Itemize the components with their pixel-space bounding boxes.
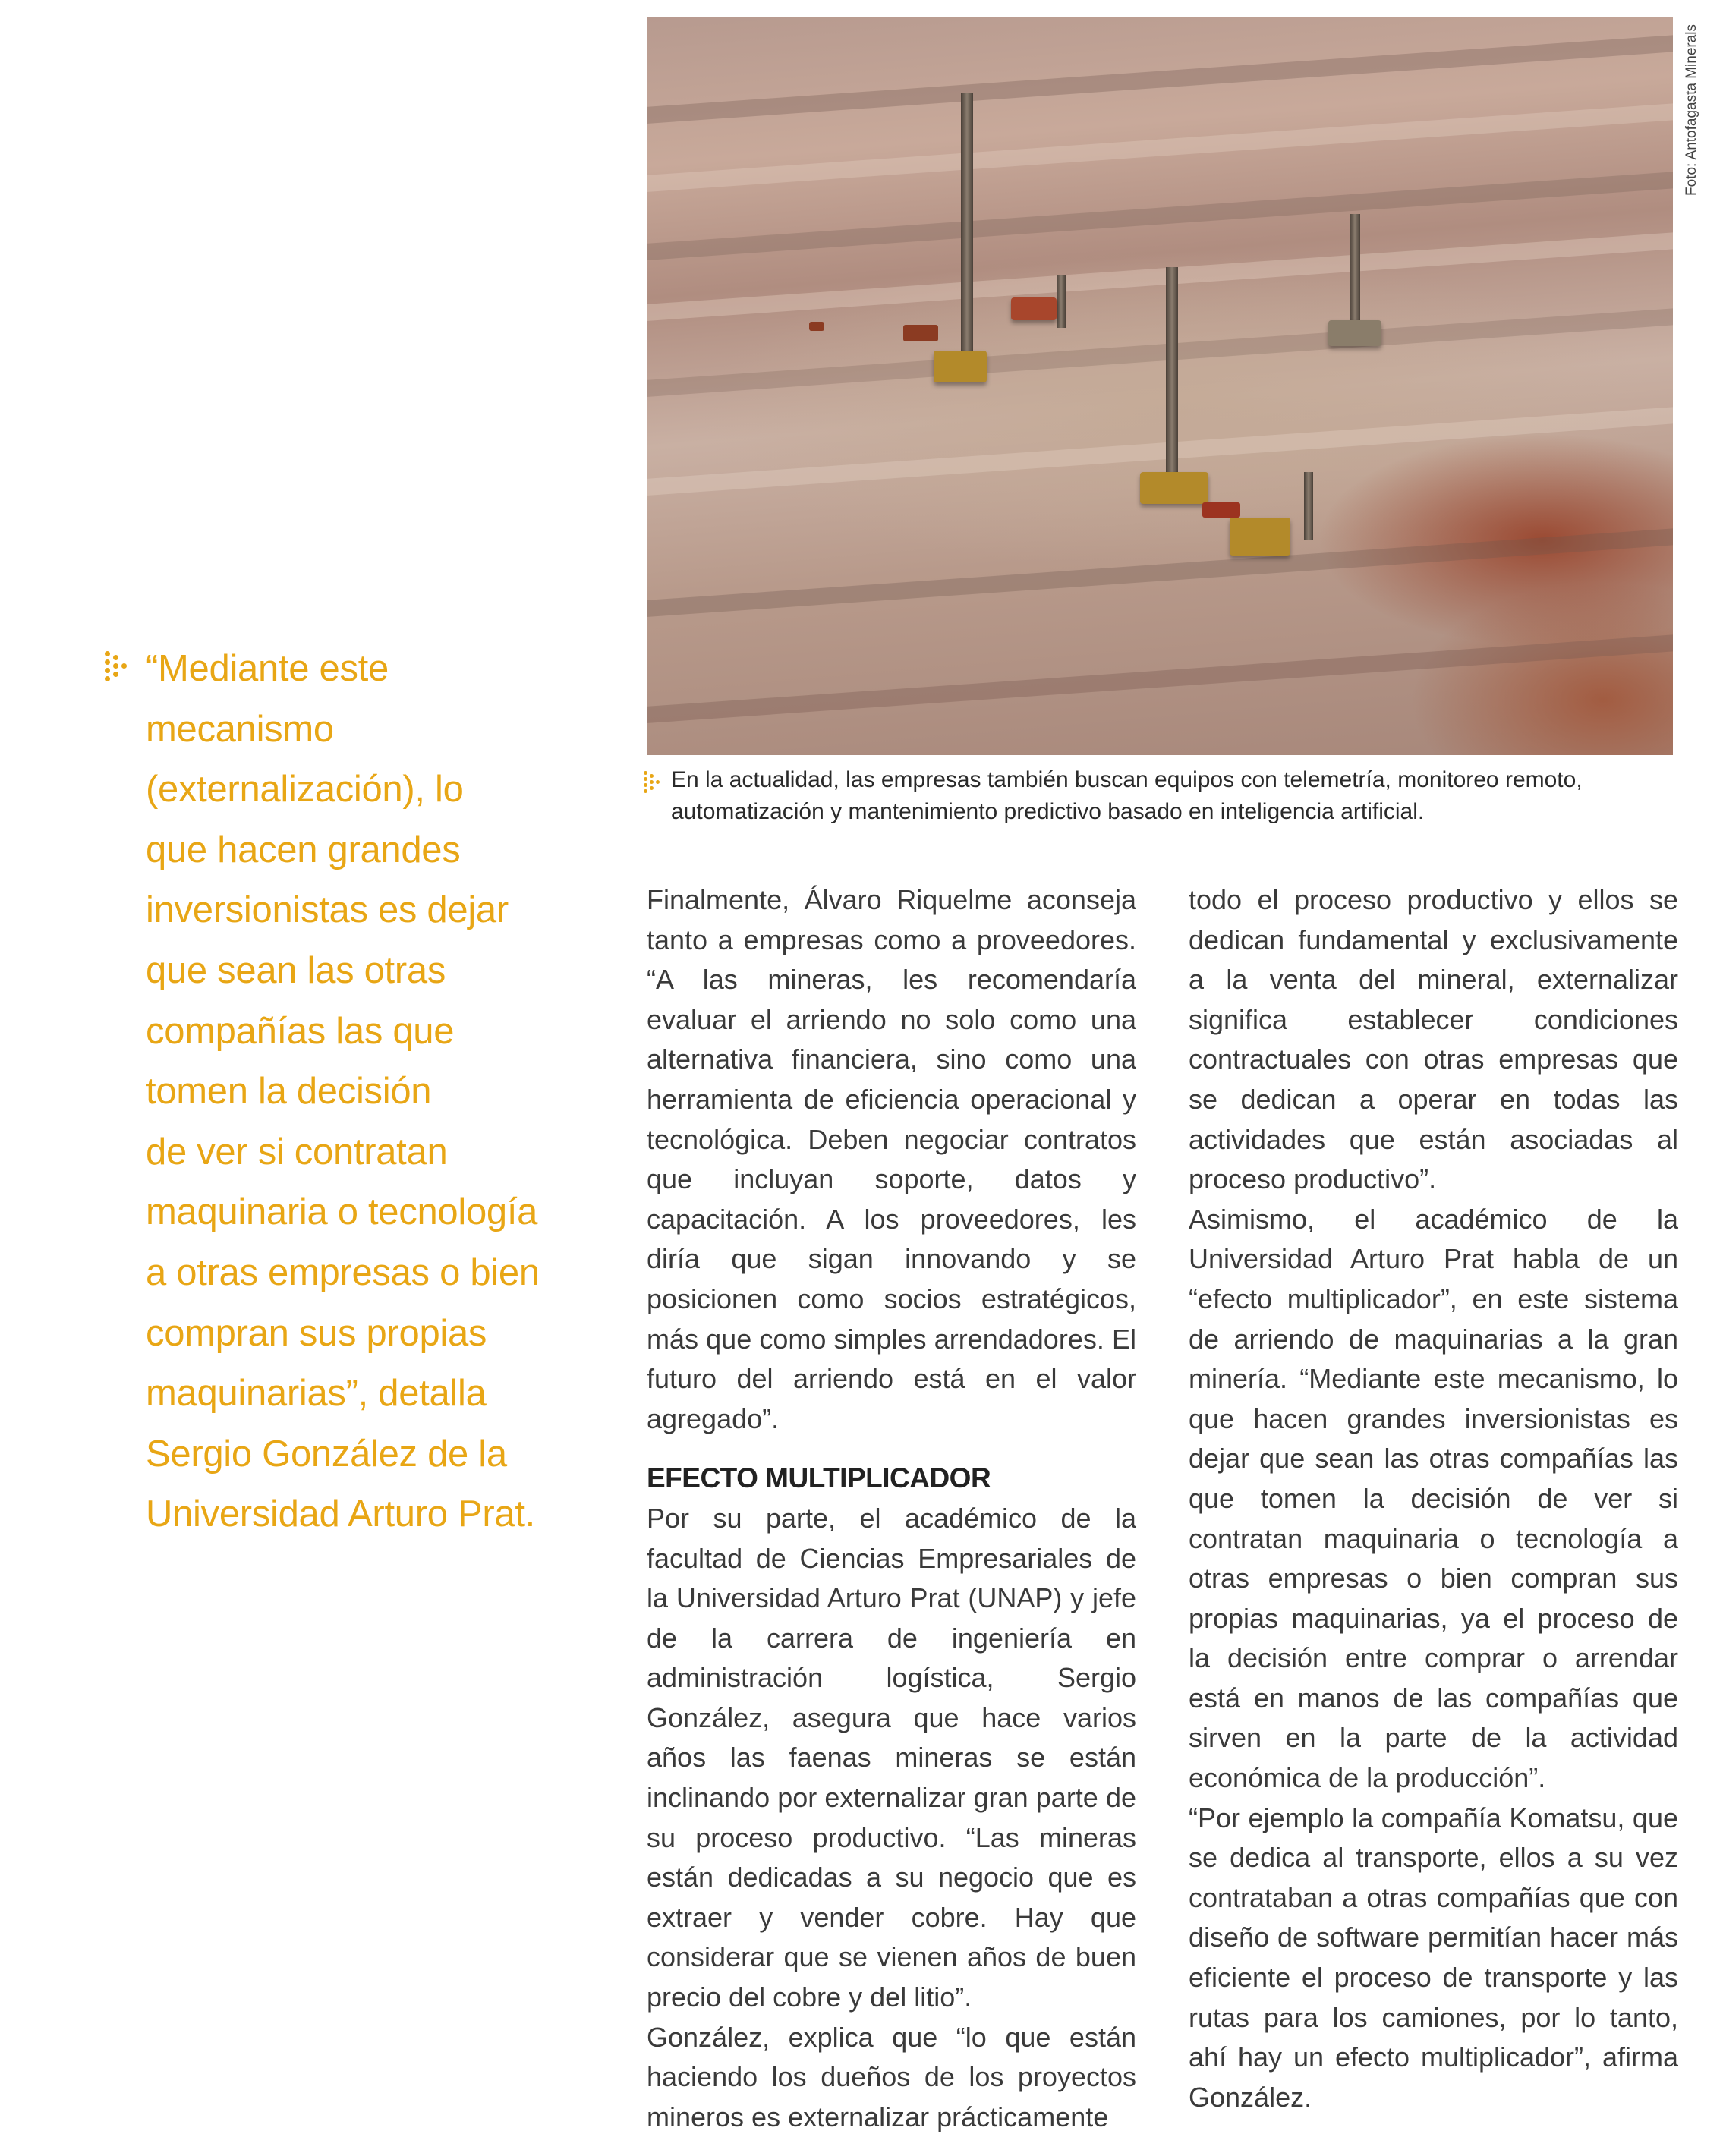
pull-quote-line: “Mediante este (146, 648, 389, 689)
article-column-right (1189, 880, 1678, 2117)
caption-line-2: automatización y mantenimiento predictivo basado en inteligencia artificial. (671, 799, 1425, 824)
article-paragraph: Finalmente, Álvaro Riquelme aconseja tanto a empresas como a proveedores. “A las mineras, les recomendaría evaluar el arriendo no solo como una alternativa financiera, sino como una herramienta de eficiencia operacional y tecnológica. Deben negociar contratos que incluyan soporte, datos y capacitación. A los proveedores, les diría que sigan innovando y se posicionen como socios estratégicos, más que como simples arrendadores. El futuro del arriendo está en el valor agregado”. (647, 884, 1136, 1434)
pull-quote (146, 639, 594, 1545)
photo-caption (671, 764, 1680, 828)
pull-quote-line: que hacen grandes (146, 829, 461, 870)
caption-line-1: En la actualidad, las empresas también buscan equipos con telemetría, monitoreo remoto, (671, 767, 1583, 792)
pull-quote-line: Universidad Arturo Prat. (146, 1493, 535, 1535)
article-column-left (647, 880, 1136, 2137)
pull-quote-line: compañías las que (146, 1010, 455, 1052)
article-paragraph: todo el proceso productivo y ellos se dedican fundamental y exclusivamente a la venta del mineral, externalizar significa establecer condiciones contractuales con otras empresas que se dedican a operar en todas las actividades que están asociadas al proceso productivo”. (1189, 884, 1678, 1195)
photo-credit (1672, 15, 1712, 205)
dot-grid-bullet-icon (644, 771, 666, 801)
pull-quote-line: Sergio González de la (146, 1433, 507, 1475)
pull-quote-line: a otras empresas o bien (146, 1251, 540, 1293)
pull-quote-line: mecanismo (146, 708, 334, 750)
pull-quote-line: inversionistas es dejar (146, 889, 509, 931)
photo-credit-text: Foto: Antofagasta Minerals (1684, 24, 1699, 197)
mine-photo (647, 17, 1673, 755)
pull-quote-line: de ver si contratan (146, 1131, 448, 1172)
pull-quote-line: (externalización), lo (146, 769, 464, 810)
pull-quote-line: tomen la decisión (146, 1071, 432, 1113)
article-paragraph: Asimismo, el académico de la Universidad Arturo Prat habla de un “efecto multiplicador”, en este sistema de arriendo de maquinarias a la gran minería. “Mediante este mecanismo, lo que hacen grandes inversionistas es dejar que sean las otras compañías las que tomen la decisión de ver si contratan maquinaria o tecnología a otras empresas o bien compran sus propias maquinarias, ya el proceso de la decisión entre comprar o arrendar está en manos de las compañías que sirven en la parte de la actividad económica de la producción”. (1189, 1203, 1678, 1794)
article-paragraph: Por su parte, el académico de la facultad de Ciencias Empresariales de la Universidad Arturo Prat (UNAP) y jefe de la carrera de ingeniería en administración logística, Sergio González, asegura que hace varios años las faenas mineras se están inclinando por externalizar gran parte de su proceso productivo. “Las mineras están dedicadas a su negocio que es extraer y vender cobre. Hay que considerar que se vienen años de buen precio del cobre y del litio”. (647, 1502, 1136, 2013)
pull-quote-line: maquinaria o tecnología (146, 1191, 538, 1233)
article-paragraph: “Por ejemplo la compañía Komatsu, que se dedica al transporte, ellos a su vez contrataban a otras compañías que con diseño de software permitían hacer más eficiente el proceso de transporte y las rutas para los camiones, por lo tanto, ahí hay un efecto multiplicador”, afirma González. (1189, 1802, 1678, 2113)
dot-grid-bullet-icon (105, 651, 135, 689)
section-heading: EFECTO MULTIPLICADOR (647, 1462, 991, 1494)
pull-quote-line: que sean las otras (146, 949, 446, 991)
pull-quote-line: compran sus propias (146, 1312, 487, 1354)
article-paragraph: González, explica que “lo que están haciendo los dueños de los proyectos mineros es externalizar prácticamente (647, 2021, 1136, 2132)
pull-quote-line: maquinarias”, detalla (146, 1373, 487, 1415)
